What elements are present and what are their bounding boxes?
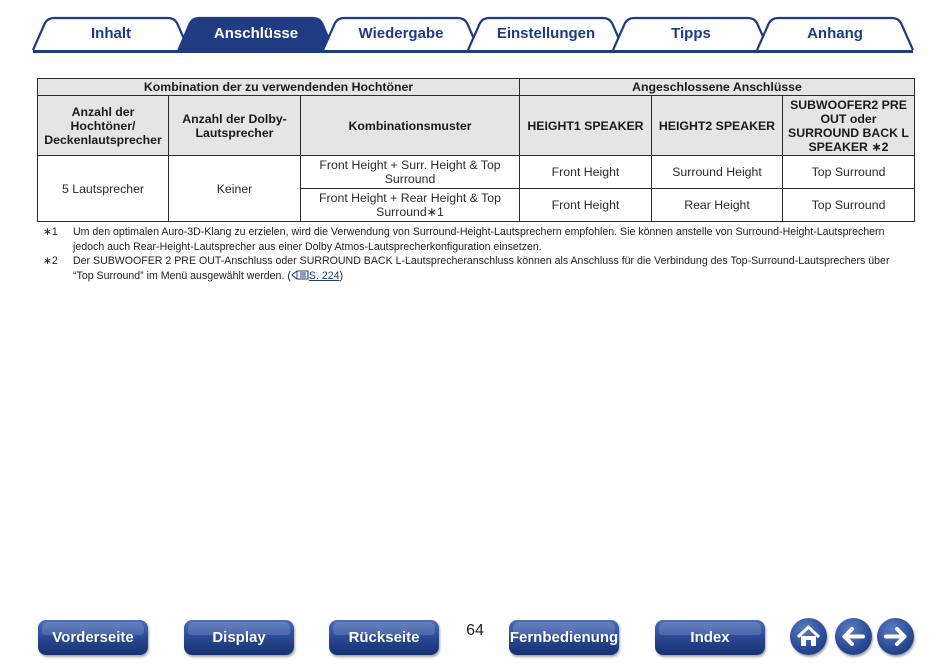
- footnotes: [40, 225, 910, 283]
- cell-height2: Surround Height: [652, 156, 783, 189]
- pencil-pointer-icon: [291, 270, 309, 280]
- table-row: [38, 156, 915, 189]
- home-button[interactable]: [790, 618, 827, 655]
- footnote-text: Um den optimalen Auro-3D-Klang zu erzielen, wird die Verwendung von Surround-Height-Lautsprechern empfohlen. Sie können anstelle von Surround-Height-Lautsprechern jedoch auch Rear-Height-Lautsprecher aus einer Dolby Atmos-Lautsprecherkonfiguration einsetzen.: [73, 226, 885, 253]
- arrow-right-icon: [877, 618, 914, 655]
- tab-label: Inhalt: [91, 24, 131, 42]
- footnote-marker: ∗2: [43, 255, 58, 267]
- col-header-pattern: Kombinationsmuster: [301, 96, 520, 156]
- front-cover-button[interactable]: Vorderseite: [38, 620, 148, 655]
- cell-count: 5 Lautsprecher: [38, 156, 169, 222]
- cell-pattern: Front Height + Rear Height & Top Surround∗1: [301, 189, 520, 222]
- cell-pattern: Front Height + Surr. Height & Top Surround: [301, 156, 520, 189]
- home-icon: [790, 618, 827, 655]
- col-header-height2: HEIGHT2 SPEAKER: [652, 96, 783, 156]
- footnote: [40, 254, 910, 283]
- tab-label: Anschlüsse: [213, 24, 299, 42]
- ref-open: (: [287, 269, 291, 282]
- col-header-sub2: SUBWOOFER2 PRE OUT oder SURROUND BACK L SPEAKER ∗2: [783, 96, 915, 156]
- tab-bar: [0, 0, 950, 60]
- footnote: [40, 225, 910, 254]
- tab-label: Anhang: [807, 24, 863, 42]
- col-header-count: Anzahl der Hochtöner/ Deckenlautsprecher: [38, 96, 169, 156]
- cell-sub2: Top Surround: [783, 156, 915, 189]
- remote-button[interactable]: Fernbedienung: [509, 620, 619, 655]
- tab-anhang[interactable]: [757, 17, 913, 53]
- tab-tipps[interactable]: [613, 17, 769, 53]
- tab-anschluesse[interactable]: [178, 17, 334, 53]
- tab-label: Wiedergabe: [358, 24, 444, 42]
- rear-button[interactable]: Rückseite: [329, 620, 439, 655]
- cell-height1: Front Height: [520, 156, 652, 189]
- cell-dolby: Keiner: [169, 156, 301, 222]
- group-header-combination: Kombination der zu verwendenden Hochtöner: [38, 79, 520, 96]
- col-header-dolby: Anzahl der Dolby-Lautsprecher: [169, 96, 301, 156]
- page-number: 64: [466, 622, 484, 639]
- col-header-height1: HEIGHT1 SPEAKER: [520, 96, 652, 156]
- arrow-left-icon: [835, 618, 872, 655]
- tab-einstellungen[interactable]: [468, 17, 624, 53]
- ref-close: ): [339, 269, 344, 282]
- display-button[interactable]: Display: [184, 620, 294, 655]
- speaker-combination-table: [37, 78, 915, 222]
- tab-inhalt[interactable]: [33, 17, 189, 53]
- group-header-connected: Angeschlossene Anschlüsse: [520, 79, 915, 96]
- footnote-text: Der SUBWOOFER 2 PRE OUT-Anschluss oder SURROUND BACK L-Lautsprecheranschluss können als Anschluss für die Verbindung des Top-Surround-Lautsprechers über “Top Surround” im Menü ausgewählt werden.: [73, 255, 890, 282]
- back-button[interactable]: [835, 618, 872, 655]
- page-reference-link[interactable]: S. 224: [308, 269, 340, 282]
- index-button[interactable]: Index: [655, 620, 765, 655]
- cell-height2: Rear Height: [652, 189, 783, 222]
- footnote-marker: ∗1: [43, 226, 58, 238]
- tab-label: Tipps: [671, 24, 711, 42]
- cell-sub2: Top Surround: [783, 189, 915, 222]
- footnote-body: [73, 254, 910, 283]
- forward-button[interactable]: [877, 618, 914, 655]
- tab-label: Einstellungen: [496, 24, 596, 42]
- cell-height1: Front Height: [520, 189, 652, 222]
- tab-wiedergabe[interactable]: [323, 17, 479, 53]
